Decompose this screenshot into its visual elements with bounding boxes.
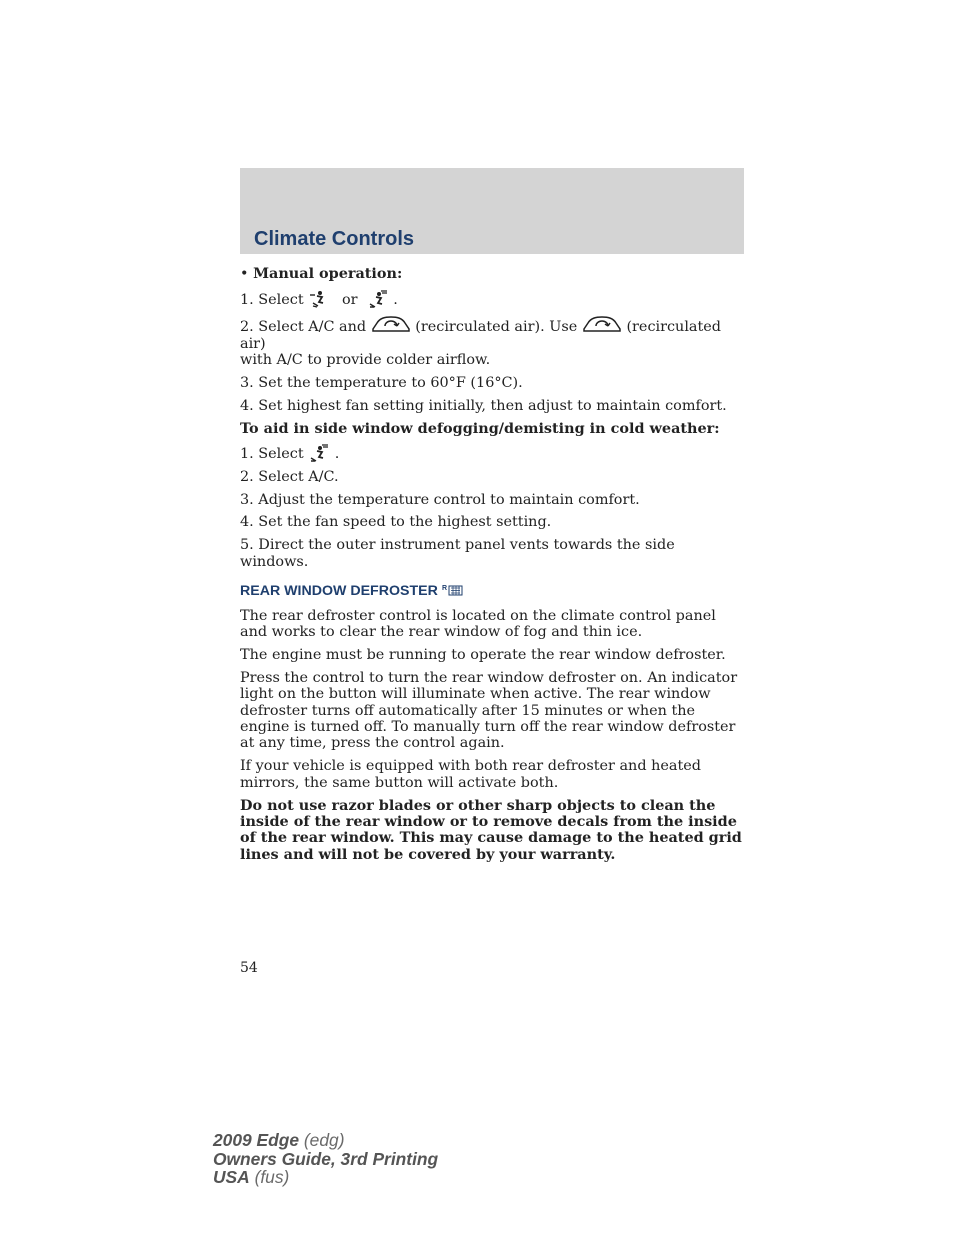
manual-step-1: 1. Select or . [240,292,398,309]
page-content [240,266,744,870]
manual-operation-heading: • Manual operation: [240,265,403,282]
rear-defroster-warning: Do not use razor blades or other sharp objects to clean the inside of the rear window or to remove decals from the inside of the rear window. This may cause damage to the heated grid lines and will not be covered by your warranty. [240,796,742,863]
side-window-step-3: 3. Adjust the temperature control to maintain comfort. [240,491,640,508]
rear-defroster-paragraph-3: Press the control to turn the rear window defroster on. An indicator light on the button will illuminate when active. The rear window defroster turns off automatically after 15 minutes or when the engine is turned off. To manually turn off the rear window defroster at any time, press the control again. [240,669,738,752]
recirculated-air-icon-2 [582,315,622,335]
side-window-step-5: 5. Direct the outer instrument panel vents towards the side windows. [240,537,675,570]
rear-defroster-paragraph-1: The rear defroster control is located on the climate control panel and works to clear the rear window of fog and thin ice. [240,607,716,640]
rear-window-defroster-heading: REAR WINDOW DEFROSTER R [240,583,744,599]
rear-defroster-icon [442,583,464,597]
floor-airflow-icon [308,290,328,308]
side-window-step-2: 2. Select A/C. [240,468,339,485]
floor-defrost-airflow-icon-2 [308,444,330,462]
document-footer [213,1131,438,1187]
side-window-step-1: 1. Select . [240,445,340,462]
chapter-header-band [240,168,744,254]
recirculated-air-icon [371,315,411,335]
footer-region-line: USA (fus) [213,1167,290,1188]
manual-step-4: 4. Set highest fan setting initially, then adjust to maintain comfort. [240,397,727,414]
floor-defrost-airflow-icon [367,290,389,308]
rear-defroster-paragraph-2: The engine must be running to operate the rear window defroster. [240,646,726,663]
page-number: 54 [240,960,258,976]
manual-step-3: 3. Set the temperature to 60°F (16°C). [240,375,523,392]
footer-model-line: 2009 Edge (edg) [213,1130,345,1150]
rear-defroster-paragraph-4: If your vehicle is equipped with both rear defroster and heated mirrors, the same button will activate both. [240,758,701,791]
chapter-title: Climate Controls [254,228,415,250]
footer-guide-line: Owners Guide, 3rd Printing [213,1148,439,1169]
side-window-heading: To aid in side window defogging/demisting in cold weather: [240,419,720,437]
manual-step-2: 2. Select A/C and (recirculated air). Use (recirculated air) with A/C to provide colder airflow. [240,315,744,368]
side-window-step-4: 4. Set the fan speed to the highest setting. [240,514,552,531]
svg-text:R: R [441,585,447,593]
